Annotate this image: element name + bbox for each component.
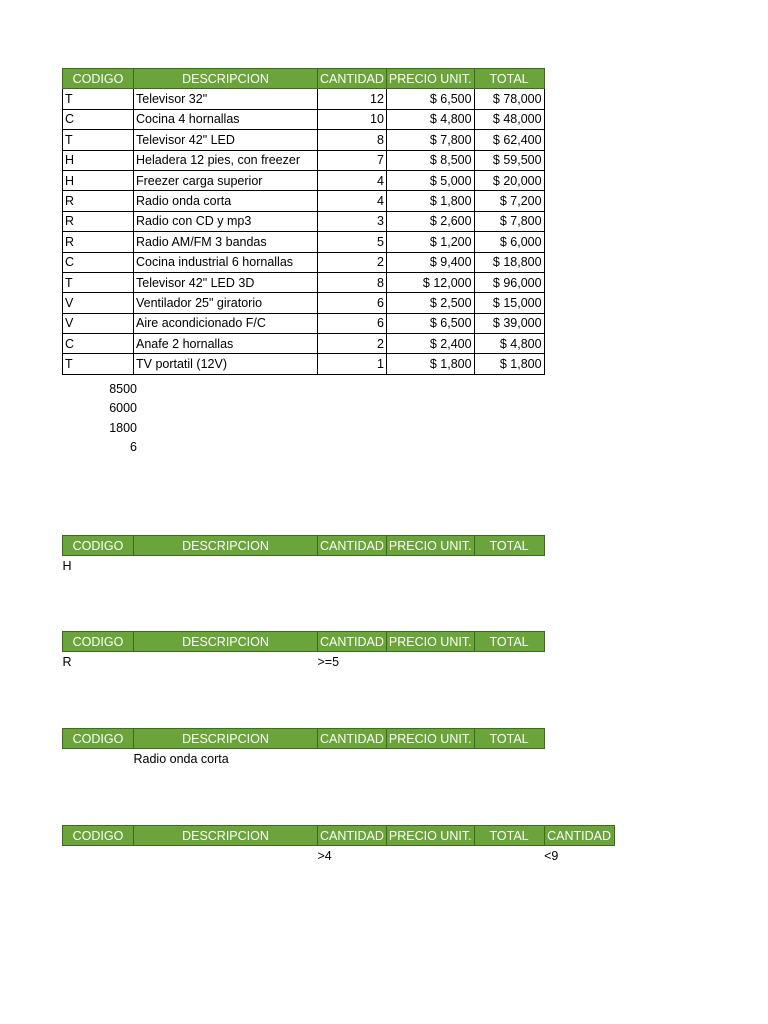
header-codigo[interactable]: CODIGO — [63, 826, 134, 846]
header-cantidad[interactable]: CANTIDAD — [318, 826, 387, 846]
cell-codigo[interactable]: R — [63, 232, 134, 252]
criteria-header-row — [63, 729, 545, 749]
criteria-cantidad[interactable]: >=5 — [317, 655, 340, 670]
product-table — [62, 68, 545, 375]
criteria-precio[interactable] — [386, 846, 474, 866]
criteria-precio[interactable] — [386, 652, 474, 672]
criteria-codigo[interactable] — [63, 749, 134, 769]
criteria-codigo[interactable]: H — [62, 559, 72, 574]
table-row — [63, 109, 545, 129]
criteria-descripcion[interactable] — [134, 652, 318, 672]
cell-precio[interactable]: $ 6,500 — [386, 313, 474, 333]
cell-precio[interactable]: $ 5,000 — [386, 170, 474, 190]
cell-total[interactable]: $ 59,500 — [474, 150, 544, 170]
cell-cantidad[interactable]: 2 — [318, 252, 387, 272]
header-total[interactable]: TOTAL — [474, 69, 544, 89]
criteria-header-row — [63, 536, 545, 556]
criteria-cantidad[interactable]: >4 — [317, 849, 332, 864]
header-precio[interactable]: PRECIO UNIT. — [386, 632, 474, 652]
cell-codigo[interactable]: H — [63, 150, 134, 170]
table-row — [63, 211, 545, 231]
cell-cantidad[interactable]: 2 — [318, 334, 387, 354]
criteria-row — [63, 556, 545, 576]
criteria-precio[interactable] — [386, 556, 474, 576]
cell-descripcion[interactable]: Anafe 2 hornallas — [134, 334, 318, 354]
criteria-codigo[interactable] — [63, 846, 134, 866]
table-row — [63, 89, 545, 109]
table-row — [63, 272, 545, 292]
cell-descripcion[interactable]: Radio onda corta — [134, 191, 318, 211]
cell-precio[interactable]: $ 4,800 — [386, 109, 474, 129]
cell-codigo[interactable]: R — [63, 191, 134, 211]
table-row — [63, 334, 545, 354]
header-total[interactable]: TOTAL — [474, 632, 544, 652]
criteria-row — [63, 846, 615, 866]
header-descripcion[interactable]: DESCRIPCION — [134, 632, 318, 652]
cell-descripcion[interactable]: Televisor 42" LED — [134, 130, 318, 150]
loose-value[interactable]: 8500 — [109, 382, 137, 396]
header-precio[interactable]: PRECIO UNIT. — [386, 69, 474, 89]
header-descripcion[interactable]: DESCRIPCION — [134, 729, 318, 749]
loose-value[interactable]: 6 — [130, 440, 137, 455]
criteria-total[interactable] — [474, 749, 544, 769]
criteria-descripcion[interactable]: Radio onda corta — [133, 752, 229, 767]
cell-cantidad[interactable]: 8 — [318, 130, 387, 150]
cell-precio[interactable]: $ 12,000 — [386, 272, 474, 292]
cell-codigo[interactable]: T — [63, 272, 134, 292]
header-cantidad[interactable]: CANTIDAD — [318, 536, 387, 556]
cell-descripcion[interactable]: Televisor 32" — [134, 89, 318, 109]
criteria-table-3 — [62, 728, 545, 769]
cell-cantidad[interactable]: 6 — [318, 293, 387, 313]
header-row — [63, 69, 545, 89]
criteria-codigo[interactable]: R — [62, 655, 72, 670]
cell-precio[interactable]: $ 1,800 — [386, 354, 474, 374]
criteria-descripcion[interactable] — [134, 556, 318, 576]
loose-value[interactable]: 1800 — [109, 420, 137, 435]
criteria-cantidad-extra[interactable]: <9 — [544, 849, 559, 864]
criteria-row — [63, 652, 545, 672]
cell-cantidad[interactable]: 8 — [318, 272, 387, 292]
cell-cantidad[interactable]: 4 — [318, 191, 387, 211]
cell-cantidad[interactable]: 6 — [318, 313, 387, 333]
header-codigo[interactable]: CODIGO — [63, 729, 134, 749]
header-total[interactable]: TOTAL — [474, 826, 544, 846]
table-row — [63, 313, 545, 333]
cell-codigo[interactable]: V — [63, 293, 134, 313]
table-row — [63, 191, 545, 211]
cell-precio[interactable]: $ 6,500 — [386, 89, 474, 109]
cell-total[interactable]: $ 15,000 — [474, 293, 544, 313]
cell-precio[interactable]: $ 2,600 — [386, 211, 474, 231]
criteria-total[interactable] — [474, 846, 544, 866]
cell-codigo[interactable]: H — [63, 170, 134, 190]
cell-codigo[interactable]: V — [63, 313, 134, 333]
table-row — [63, 252, 545, 272]
criteria-table-1 — [62, 535, 545, 576]
cell-precio[interactable]: $ 7,800 — [386, 130, 474, 150]
header-cantidad[interactable]: CANTIDAD — [318, 729, 387, 749]
cell-codigo[interactable]: C — [63, 334, 134, 354]
cell-total[interactable]: $ 20,000 — [474, 170, 544, 190]
criteria-precio[interactable] — [386, 749, 474, 769]
criteria-cantidad[interactable] — [318, 556, 387, 576]
cell-descripcion[interactable]: Cocina 4 hornallas — [134, 109, 318, 129]
loose-values — [62, 380, 137, 458]
table-row — [63, 354, 545, 374]
cell-cantidad[interactable]: 5 — [318, 232, 387, 252]
cell-total[interactable]: $ 7,800 — [474, 211, 544, 231]
criteria-table-2 — [62, 631, 545, 672]
header-precio[interactable]: PRECIO UNIT. — [386, 536, 474, 556]
table-row — [63, 150, 545, 170]
cell-total[interactable]: $ 4,800 — [474, 334, 544, 354]
header-cantidad-extra[interactable]: CANTIDAD — [544, 826, 614, 846]
loose-value[interactable]: 6000 — [109, 401, 137, 416]
cell-total[interactable]: $ 78,000 — [474, 89, 544, 109]
header-cantidad[interactable]: CANTIDAD — [318, 632, 387, 652]
cell-total[interactable]: $ 48,000 — [474, 109, 544, 129]
header-descripcion[interactable]: DESCRIPCION — [134, 69, 318, 89]
header-codigo[interactable]: CODIGO — [63, 632, 134, 652]
cell-precio[interactable]: $ 9,400 — [386, 252, 474, 272]
criteria-cantidad[interactable] — [318, 749, 387, 769]
cell-cantidad[interactable]: 3 — [318, 211, 387, 231]
cell-codigo[interactable]: C — [63, 109, 134, 129]
criteria-descripcion[interactable] — [134, 846, 318, 866]
cell-precio[interactable]: $ 1,200 — [386, 232, 474, 252]
criteria-table-4 — [62, 825, 615, 866]
cell-descripcion[interactable]: Freezer carga superior — [134, 170, 318, 190]
cell-descripcion[interactable]: TV portatil (12V) — [134, 354, 318, 374]
header-codigo[interactable]: CODIGO — [63, 69, 134, 89]
cell-descripcion[interactable]: Heladera 12 pies, con freezer — [134, 150, 318, 170]
header-total[interactable]: TOTAL — [474, 729, 544, 749]
cell-cantidad[interactable]: 7 — [318, 150, 387, 170]
criteria-header-row — [63, 632, 545, 652]
header-descripcion[interactable]: DESCRIPCION — [134, 536, 318, 556]
cell-cantidad[interactable]: 10 — [318, 109, 387, 129]
criteria-total[interactable] — [474, 556, 544, 576]
cell-total[interactable]: $ 96,000 — [474, 272, 544, 292]
header-precio[interactable]: PRECIO UNIT. — [386, 826, 474, 846]
cell-total[interactable]: $ 62,400 — [474, 130, 544, 150]
cell-total[interactable]: $ 39,000 — [474, 313, 544, 333]
header-descripcion[interactable]: DESCRIPCION — [134, 826, 318, 846]
cell-cantidad[interactable]: 12 — [318, 89, 387, 109]
cell-precio[interactable]: $ 2,500 — [386, 293, 474, 313]
cell-total[interactable]: $ 7,200 — [474, 191, 544, 211]
table-row — [63, 232, 545, 252]
criteria-row — [63, 749, 545, 769]
table-row — [63, 293, 545, 313]
table-row — [63, 170, 545, 190]
cell-codigo[interactable]: T — [63, 354, 134, 374]
cell-descripcion[interactable]: Televisor 42" LED 3D — [134, 272, 318, 292]
cell-precio[interactable]: $ 8,500 — [386, 150, 474, 170]
cell-precio[interactable]: $ 1,800 — [386, 191, 474, 211]
table-row — [63, 130, 545, 150]
cell-cantidad[interactable]: 4 — [318, 170, 387, 190]
criteria-header-row — [63, 826, 615, 846]
cell-descripcion[interactable]: Cocina industrial 6 hornallas — [134, 252, 318, 272]
cell-descripcion[interactable]: Radio con CD y mp3 — [134, 211, 318, 231]
cell-codigo[interactable]: T — [63, 130, 134, 150]
cell-codigo[interactable]: T — [63, 89, 134, 109]
cell-cantidad[interactable]: 1 — [318, 354, 387, 374]
cell-total[interactable]: $ 1,800 — [474, 354, 544, 374]
cell-descripcion[interactable]: Ventilador 25" giratorio — [134, 293, 318, 313]
header-total[interactable]: TOTAL — [474, 536, 544, 556]
header-codigo[interactable]: CODIGO — [63, 536, 134, 556]
cell-codigo[interactable]: R — [63, 211, 134, 231]
criteria-total[interactable] — [474, 652, 544, 672]
header-precio[interactable]: PRECIO UNIT. — [386, 729, 474, 749]
cell-descripcion[interactable]: Radio AM/FM 3 bandas — [134, 232, 318, 252]
cell-total[interactable]: $ 6,000 — [474, 232, 544, 252]
header-cantidad[interactable]: CANTIDAD — [318, 69, 387, 89]
cell-descripcion[interactable]: Aire acondicionado F/C — [134, 313, 318, 333]
cell-codigo[interactable]: C — [63, 252, 134, 272]
cell-total[interactable]: $ 18,800 — [474, 252, 544, 272]
cell-precio[interactable]: $ 2,400 — [386, 334, 474, 354]
